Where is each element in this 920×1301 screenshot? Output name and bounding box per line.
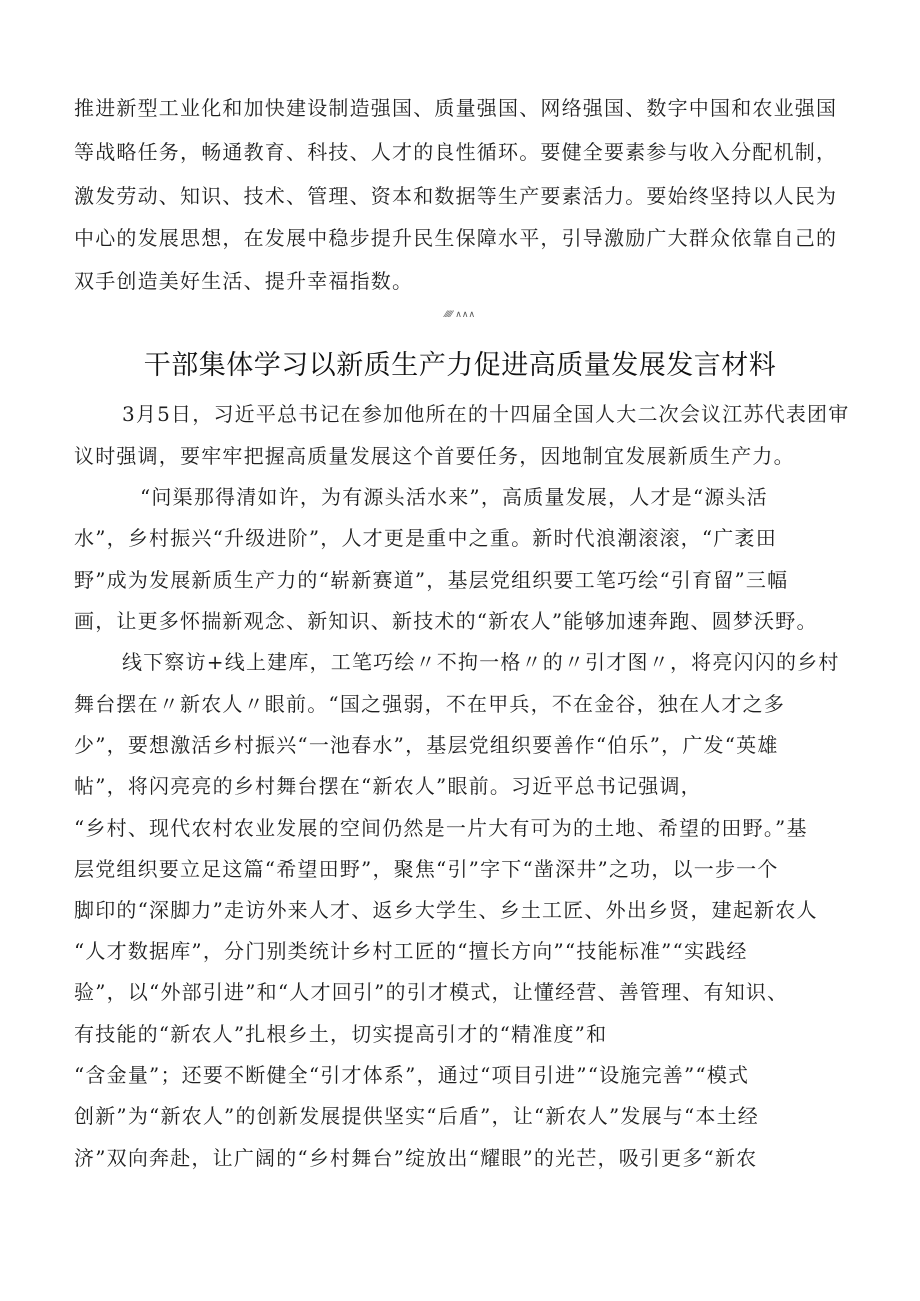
intro-line: 中心的发展思想，在发展中稳步提升民生保障水平，引导激励广大群众依靠自己的	[74, 226, 838, 250]
body-line: 济”双向奔赴，让广阔的“乡村舞台”绽放出“耀眼”的光芒，吸引更多“新农	[74, 1146, 758, 1170]
body-line: 少”，要想激活乡村振兴“一池春水”，基层党组织要善作“伯乐”，广发“英雄	[74, 733, 779, 757]
body-line: 脚印的“深脚力”走访外来人才、返乡大学生、乡土工匠、外出乡贤，建起新农人	[74, 898, 818, 922]
article-title: 干部集体学习以新质生产力促进高质量发展发言材料	[143, 350, 777, 381]
intro-line: 等战略任务，畅通教育、科技、人才的良性循环。要健全要素参与收入分配机制，	[74, 140, 838, 164]
body-line: 舞台摆在〃新农人〃眼前。“国之强弱，不在甲兵，不在金谷，独在人才之多	[74, 692, 786, 716]
body-line: 画，让更多怀揣新观念、新知识、新技术的“新农人”能够加速奔跑、圆梦沃野。	[74, 609, 818, 633]
body-line: 层党组织要立足这篇“希望田野”，聚焦“引”字下“凿深井”之功，以一步一个	[74, 857, 779, 881]
body-line: 水”，乡村振兴“升级进阶”，人才更是重中之重。新时代浪潮滚滚，“广袤田	[74, 526, 777, 550]
body-line: “人才数据库”，分门别类统计乡村工匠的“擅长方向”“技能标准”“实践经	[74, 939, 748, 963]
body-line: 帖”，将闪亮亮的乡村舞台摆在“新农人”眼前。习近平总书记强调，	[74, 774, 702, 798]
body-line: 野”成为发展新质生产力的“崭新赛道”，基层党组织要工笔巧绘“引育留”三幅	[74, 568, 789, 592]
body-line: 3月5日，习近平总书记在参加他所在的十四届全国人大二次会议江苏代表团审	[122, 402, 850, 426]
body-line: 创新”为“新农人”的创新发展提供坚实“后盾”，让“新农人”发展与“本土经	[74, 1104, 759, 1128]
body-line: “含金量”；还要不断健全“引才体系”，通过“项目引进”“设施完善”“模式	[74, 1063, 750, 1087]
body-line: 验”，以“外部引进”和“人才回引”的引才模式，让懂经营、善管理、有知识、	[74, 980, 789, 1004]
body-line: 线下察访+线上建库，工笔巧绘〃不拘一格〃的〃引才图〃，将亮闪闪的乡村	[122, 650, 840, 674]
body-line: “乡村、现代农村农业发展的空间仍然是一片大有可为的土地、希望的田野。”基	[74, 816, 808, 840]
body-line: 议时强调，要牢牢把握高质量发展这个首要任务，因地制宜发展新质生产力。	[74, 444, 795, 468]
intro-line: 双手创造美好生活、提升幸福指数。	[74, 269, 414, 293]
intro-line: 激发劳动、知识、技术、管理、资本和数据等生产要素活力。要始终坚持以人民为	[74, 184, 838, 208]
intro-line: 推进新型工业化和加快建设制造强国、质量强国、网络强国、数字中国和农业强国	[74, 96, 838, 120]
body-line: 有技能的“新农人”扎根乡土，切实提高引才的“精准度”和	[74, 1022, 608, 1046]
section-divider: ⁄⁄⁄⁄⁄ ∧∧∧	[444, 310, 476, 320]
body-line: “问渠那得清如许，为有源头活水来”，高质量发展，人才是“源头活	[140, 485, 768, 509]
